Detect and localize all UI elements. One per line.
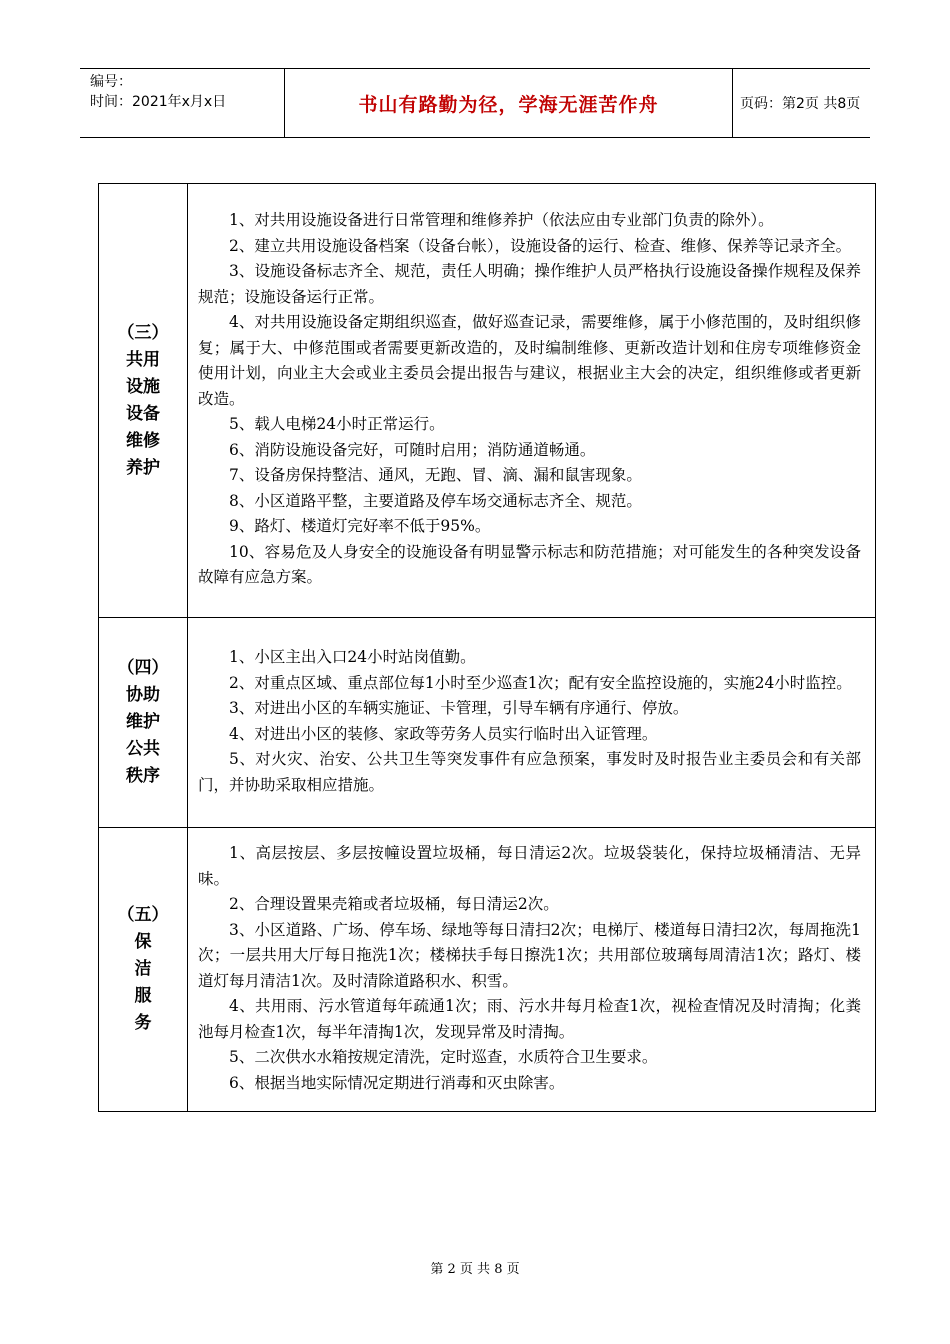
list-item: 2、对重点区域、重点部位每1小时至少巡查1次；配有安全监控设施的，实施24小时监控。 [229, 673, 852, 692]
section-title-line: 保 [134, 932, 152, 952]
list-item: 9、路灯、楼道灯完好率不低于95%。 [229, 517, 491, 536]
section-title-line: 秩序 [126, 766, 160, 786]
doc-date-label: 时间：2021年x月x日 [90, 94, 227, 110]
section-title-line: （五） [117, 905, 169, 925]
section-title [99, 828, 188, 1112]
section-title-line: 共用 [126, 349, 160, 370]
section-title-line: 设施 [126, 376, 160, 397]
list-item: 4、对进出小区的装修、家政等劳务人员实行临时出入证管理。 [229, 724, 658, 743]
list-item: 10、容易危及人身安全的设施设备有明显警示标志和防范措施；对可能发生的各种突发设备故障有应急方案。 [198, 542, 861, 587]
list-item: 3、设施设备标志齐全、规范，责任人明确；操作维护人员严格执行设施设备操作规程及保养规范；设施设备运行正常。 [198, 262, 861, 306]
table-row [99, 828, 876, 1112]
section-title-line: 务 [134, 1013, 152, 1033]
list-item: 2、建立共用设施设备档案（设备台帐），设施设备的运行、检查、维修、保养等记录齐全。 [229, 236, 852, 255]
list-item: 5、二次供水水箱按规定清洗，定时巡查，水质符合卫生要求。 [229, 1048, 658, 1066]
section-title-line: 洁 [134, 959, 152, 979]
list-item: 3、对进出小区的车辆实施证、卡管理，引导车辆有序通行、停放。 [229, 699, 689, 717]
section-items [188, 618, 876, 828]
section-title-line: 养护 [126, 457, 160, 478]
section-title [99, 618, 188, 828]
list-item: 4、对共用设施设备定期组织巡查，做好巡查记录，需要维修，属于小修范围的，及时组织修复；属于大、中修范围或者需要更新改造的，及时编制维修、更新改造计划和住房专项维修资金使用计划，向业主大会或业主委员会提出报告与建议，根据业主大会的决定，组织维修或者更新改造。 [198, 313, 861, 408]
list-item: 7、设备房保持整洁、通风，无跑、冒、滴、漏和鼠害现象。 [229, 466, 642, 485]
section-title-line: （四） [117, 658, 169, 678]
doc-number-label: 编号： [90, 74, 132, 90]
list-item: 5、对火灾、治安、公共卫生等突发事件有应急预案，事发时及时报告业主委员会和有关部门，并协助采取相应措施。 [198, 750, 861, 794]
section-title-line: 维护 [126, 712, 160, 732]
table-row [99, 618, 876, 828]
list-item: 8、小区道路平整，主要道路及停车场交通标志齐全、规范。 [229, 491, 642, 510]
service-standards-table [98, 183, 876, 1112]
list-item: 5、载人电梯24小时正常运行。 [229, 415, 445, 434]
list-item: 1、小区主出入口24小时站岗值勤。 [229, 648, 476, 666]
list-item: 1、高层按层、多层按幢设置垃圾桶，每日清运2次。垃圾袋装化，保持垃圾桶清洁、无异味。 [198, 844, 861, 888]
list-item: 1、对共用设施设备进行日常管理和维修养护（依法应由专业部门负责的除外）。 [229, 211, 774, 230]
list-item: 3、小区道路、广场、停车场、绿地等每日清扫2次；电梯厅、楼道每日清扫2次，每周拖洗1次；一层共用大厅每日拖洗1次；楼梯扶手每日擦洗1次；共用部位玻璃每周清洁1次；路灯、楼道灯每月清洁1次。及时清除道路积水、积雪。 [198, 920, 861, 990]
header-page-number: 页码：第2页 共8页 [740, 96, 861, 112]
section-items [188, 184, 876, 618]
page-footer: 第 2 页 共 8 页 [430, 1262, 520, 1277]
section-items [188, 828, 876, 1112]
list-item: 4、共用雨、污水管道每年疏通1次；雨、污水井每月检查1次，视检查情况及时清掏；化粪池每月检查1次，每半年清掏1次，发现异常及时清掏。 [198, 997, 861, 1041]
page-header [80, 68, 870, 138]
section-title [99, 184, 188, 618]
section-title-line: 公共 [126, 739, 160, 759]
header-motto: 书山有路勤为径，学海无涯苦作舟 [284, 69, 733, 137]
table-row [99, 184, 876, 618]
list-item: 2、合理设置果壳箱或者垃圾桶，每日清运2次。 [229, 895, 559, 913]
section-title-line: 设备 [126, 403, 160, 424]
header-meta [80, 69, 280, 137]
list-item: 6、根据当地实际情况定期进行消毒和灭虫除害。 [229, 1073, 565, 1092]
section-title-line: 服 [134, 986, 152, 1006]
list-item: 6、消防设施设备完好，可随时启用；消防通道畅通。 [229, 440, 596, 459]
section-title-line: 协助 [126, 685, 160, 705]
section-title-line: 维修 [126, 430, 160, 451]
section-title-line: （三） [117, 322, 169, 343]
